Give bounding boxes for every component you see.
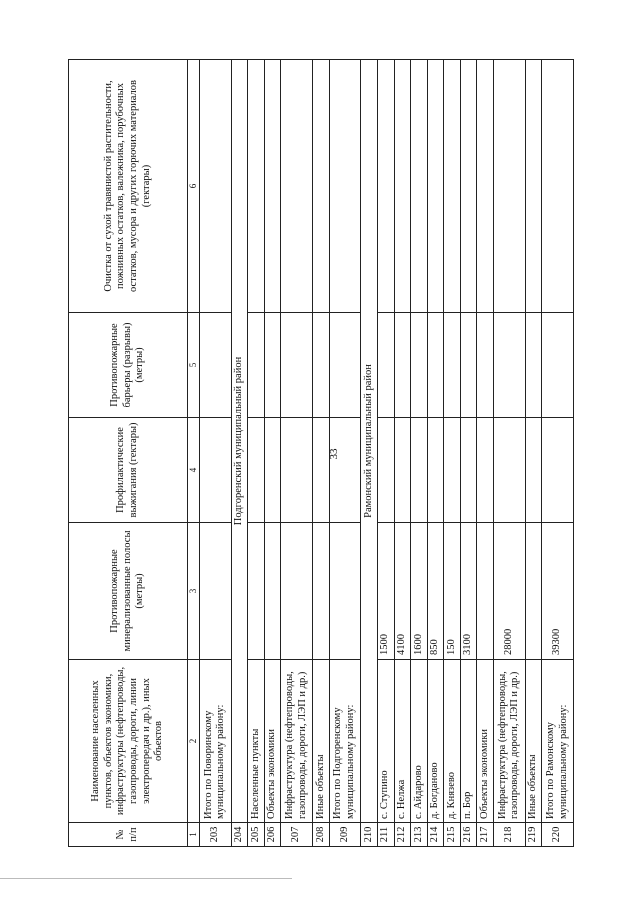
row-number: 217 [477,823,494,847]
row-cleaning [427,60,444,313]
row-cleaning [525,60,542,313]
table-row [411,60,428,847]
region-title: Рамонский муниципальный район [361,60,378,823]
rotated-table-container [68,60,574,847]
row-cleaning [313,60,330,313]
row-barriers [329,313,361,418]
row-cleaning [460,60,477,313]
row-mineral-strips: 3100 [460,523,477,660]
col-number: 4 [188,418,200,523]
header-row [69,60,188,847]
row-cleaning [444,60,461,313]
row-burning [264,418,281,523]
row-mineral-strips [248,523,265,660]
row-name: Инфраструктура (нефтепроводы, газопроводы, дороги, ЛЭП и др.) [281,660,313,823]
row-burning [281,418,313,523]
row-burning [460,418,477,523]
col-header-cleaning: Очистка от сухой травянистой растительности, пожнивных остатков, валежника, порубочных остатков, мусора и других горючих материалов (гектары) [69,60,188,313]
row-burning [394,418,411,523]
row-number: 212 [394,823,411,847]
row-number: 205 [248,823,265,847]
row-name: Инфраструктура (нефтепроводы, газопроводы, дороги, ЛЭП и др.) [493,660,525,823]
region-row [361,60,378,847]
row-name: Объекты экономики [477,660,494,823]
fire-prevention-table [68,59,574,847]
bottom-divider [0,878,292,879]
row-burning [377,418,394,523]
row-burning [477,418,494,523]
row-burning [444,418,461,523]
table-row [264,60,281,847]
col-header-name: Наименование населенных пунктов, объектов экономики, инфраструктуры (нефтепроводы, газопроводы, дороги, линии электропередач и др.), иных объектов [69,660,188,823]
row-mineral-strips: 850 [427,523,444,660]
row-name: Объекты экономики [264,660,281,823]
row-cleaning [248,60,265,313]
region-row [231,60,248,847]
col-number: 3 [188,523,200,660]
row-mineral-strips [525,523,542,660]
col-number: 5 [188,313,200,418]
row-mineral-strips: 4100 [394,523,411,660]
row-barriers [493,313,525,418]
row-burning [313,418,330,523]
row-barriers [525,313,542,418]
row-mineral-strips [313,523,330,660]
row-name: Итого по Рамонскому муниципальному району: [542,660,574,823]
row-number: 218 [493,823,525,847]
row-barriers [477,313,494,418]
table-row [493,60,525,847]
row-name: Иные объекты [525,660,542,823]
col-number: 6 [188,60,200,313]
row-barriers [377,313,394,418]
row-barriers [542,313,574,418]
row-number: 210 [361,823,378,847]
row-number: 206 [264,823,281,847]
table-row [444,60,461,847]
row-mineral-strips [199,523,231,660]
row-barriers [444,313,461,418]
column-number-row [188,60,200,847]
row-number: 203 [199,823,231,847]
row-name: с. Айдарово [411,660,428,823]
row-cleaning [329,60,361,313]
row-number: 213 [411,823,428,847]
row-burning [427,418,444,523]
row-barriers [281,313,313,418]
table-row [460,60,477,847]
col-header-mineral-strips: Противопожарные минерализованные полосы (метры) [69,523,188,660]
row-cleaning [477,60,494,313]
row-number: 211 [377,823,394,847]
row-mineral-strips: 28000 [493,523,525,660]
row-name: Итого по Поворинскому муниципальному району: [199,660,231,823]
row-mineral-strips: 150 [444,523,461,660]
row-mineral-strips: 1500 [377,523,394,660]
row-barriers [460,313,477,418]
row-name: с. Ступино [377,660,394,823]
table-row [525,60,542,847]
row-barriers [313,313,330,418]
col-number: 2 [188,660,200,823]
row-name: д. Князево [444,660,461,823]
row-number: 204 [231,823,248,847]
row-name: с. Нелжа [394,660,411,823]
row-number: 214 [427,823,444,847]
row-burning [329,418,361,523]
row-barriers [199,313,231,418]
row-barriers [427,313,444,418]
row-mineral-strips: 39300 [542,523,574,660]
row-number: 216 [460,823,477,847]
row-burning [248,418,265,523]
row-mineral-strips [477,523,494,660]
row-mineral-strips [329,523,361,660]
row-cleaning [411,60,428,313]
row-name: п. Бор [460,660,477,823]
region-title: Подгоренский муниципальный район [231,60,248,823]
row-name: Иные объекты [313,660,330,823]
table-row [248,60,265,847]
document-sheet [68,60,574,847]
table-row [313,60,330,847]
row-number: 209 [329,823,361,847]
row-burning [411,418,428,523]
row-barriers [411,313,428,418]
row-name: Населенные пункты [248,660,265,823]
page-number: 33 [328,448,340,460]
table-row [477,60,494,847]
row-number: 219 [525,823,542,847]
table-row [377,60,394,847]
row-burning [199,418,231,523]
row-name: д. Богданово [427,660,444,823]
col-number: 1 [188,823,200,847]
col-header-barriers: Противопожарные барьеры (разрывы) (метры) [69,313,188,418]
row-number: 220 [542,823,574,847]
row-barriers [394,313,411,418]
row-cleaning [377,60,394,313]
table-row [542,60,574,847]
row-cleaning [542,60,574,313]
col-header-number: № п/п [69,823,188,847]
row-mineral-strips [264,523,281,660]
table-row [427,60,444,847]
col-header-burning: Профилактические выжигания (гектары) [69,418,188,523]
row-burning [542,418,574,523]
row-barriers [248,313,265,418]
row-burning [525,418,542,523]
row-cleaning [264,60,281,313]
table-row [281,60,313,847]
row-number: 207 [281,823,313,847]
row-mineral-strips: 1600 [411,523,428,660]
table-row [199,60,231,847]
row-cleaning [281,60,313,313]
row-number: 215 [444,823,461,847]
row-mineral-strips [281,523,313,660]
row-barriers [264,313,281,418]
row-cleaning [199,60,231,313]
row-name: Итого по Подгоренскому муниципальному району: [329,660,361,823]
row-number: 208 [313,823,330,847]
table-row [394,60,411,847]
row-cleaning [394,60,411,313]
row-burning [493,418,525,523]
table-row [329,60,361,847]
row-cleaning [493,60,525,313]
